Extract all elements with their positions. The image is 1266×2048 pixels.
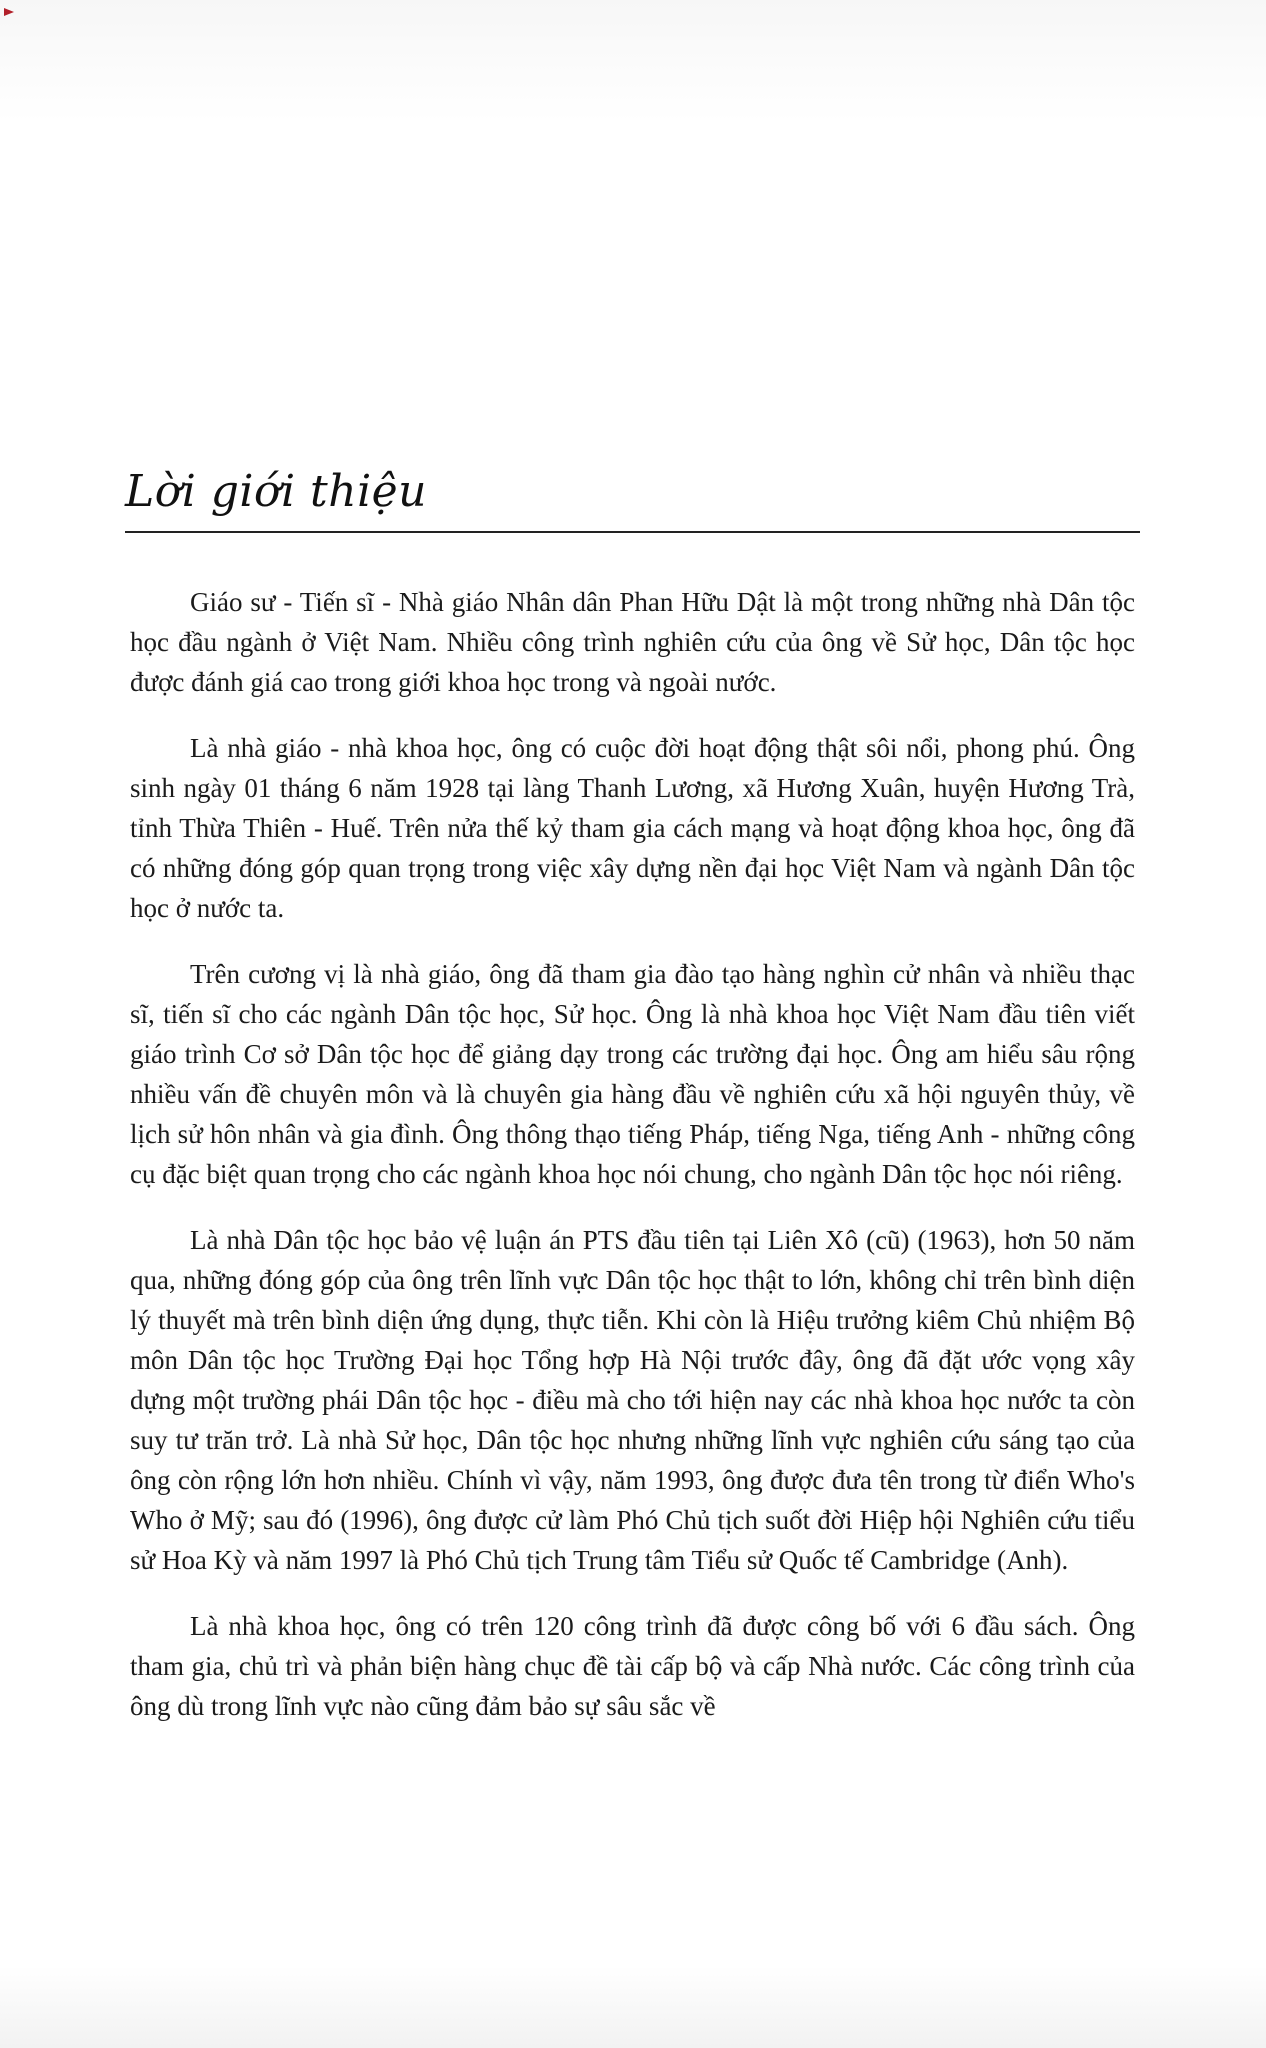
corner-mark <box>4 8 14 16</box>
paragraph-3: Trên cương vị là nhà giáo, ông đã tham gia đào tạo hàng nghìn cử nhân và nhiều thạc sĩ, tiến sĩ cho các ngành Dân tộc học, Sử học. Ông là nhà khoa học Việt Nam đầu tiên viết giáo trình Cơ sở Dân tộc học để giảng dạy trong các trường đại học. Ông am hiểu sâu rộng nhiều vấn đề chuyên môn và là chuyên gia hàng đầu về nghiên cứu xã hội nguyên thủy, về lịch sử hôn nhân và gia đình. Ông thông thạo tiếng Pháp, tiếng Nga, tiếng Anh - những công cụ đặc biệt quan trọng cho các ngành khoa học nói chung, cho ngành Dân tộc học nói riêng. <box>130 959 1135 1189</box>
title-underline <box>125 531 1140 533</box>
paragraph-5: Là nhà khoa học, ông có trên 120 công trình đã được công bố với 6 đầu sách. Ông tham gia, chủ trì và phản biện hàng chục đề tài cấp bộ và cấp Nhà nước. Các công trình của ông dù trong lĩnh vực nào cũng đảm bảo sự sâu sắc về <box>130 1611 1135 1721</box>
body-text <box>130 582 1135 1752</box>
paragraph-1: Giáo sư - Tiến sĩ - Nhà giáo Nhân dân Phan Hữu Dật là một trong những nhà Dân tộc học đầu ngành ở Việt Nam. Nhiều công trình nghiên cứu của ông về Sử học, Dân tộc học được đánh giá cao trong giới khoa học trong và ngoài nước. <box>130 587 1135 697</box>
paragraph-2: Là nhà giáo - nhà khoa học, ông có cuộc đời hoạt động thật sôi nổi, phong phú. Ông sinh ngày 01 tháng 6 năm 1928 tại làng Thanh Lương, xã Hương Xuân, huyện Hương Trà, tỉnh Thừa Thiên - Huế. Trên nửa thế kỷ tham gia cách mạng và hoạt động khoa học, ông đã có những đóng góp quan trọng trong việc xây dựng nền đại học Việt Nam và ngành Dân tộc học ở nước ta. <box>130 733 1135 923</box>
page-title: Lời giới thiệu <box>125 466 428 517</box>
paragraph-4: Là nhà Dân tộc học bảo vệ luận án PTS đầu tiên tại Liên Xô (cũ) (1963), hơn 50 năm qua, những đóng góp của ông trên lĩnh vực Dân tộc học thật to lớn, không chỉ trên bình diện lý thuyết mà trên bình diện ứng dụng, thực tiễn. Khi còn là Hiệu trưởng kiêm Chủ nhiệm Bộ môn Dân tộc học Trường Đại học Tổng hợp Hà Nội trước đây, ông đã đặt ước vọng xây dựng một trường phái Dân tộc học - điều mà cho tới hiện nay các nhà khoa học nước ta còn suy tư trăn trở. Là nhà Sử học, Dân tộc học nhưng những lĩnh vực nghiên cứu sáng tạo của ông còn rộng lớn hơn nhiều. Chính vì vậy, năm 1993, ông được đưa tên trong từ điển Who's Who ở Mỹ; sau đó (1996), ông được cử làm Phó Chủ tịch suốt đời Hiệp hội Nghiên cứu tiểu sử Hoa Kỳ và năm 1997 là Phó Chủ tịch Trung tâm Tiểu sử Quốc tế Cambridge (Anh). <box>130 1225 1135 1575</box>
